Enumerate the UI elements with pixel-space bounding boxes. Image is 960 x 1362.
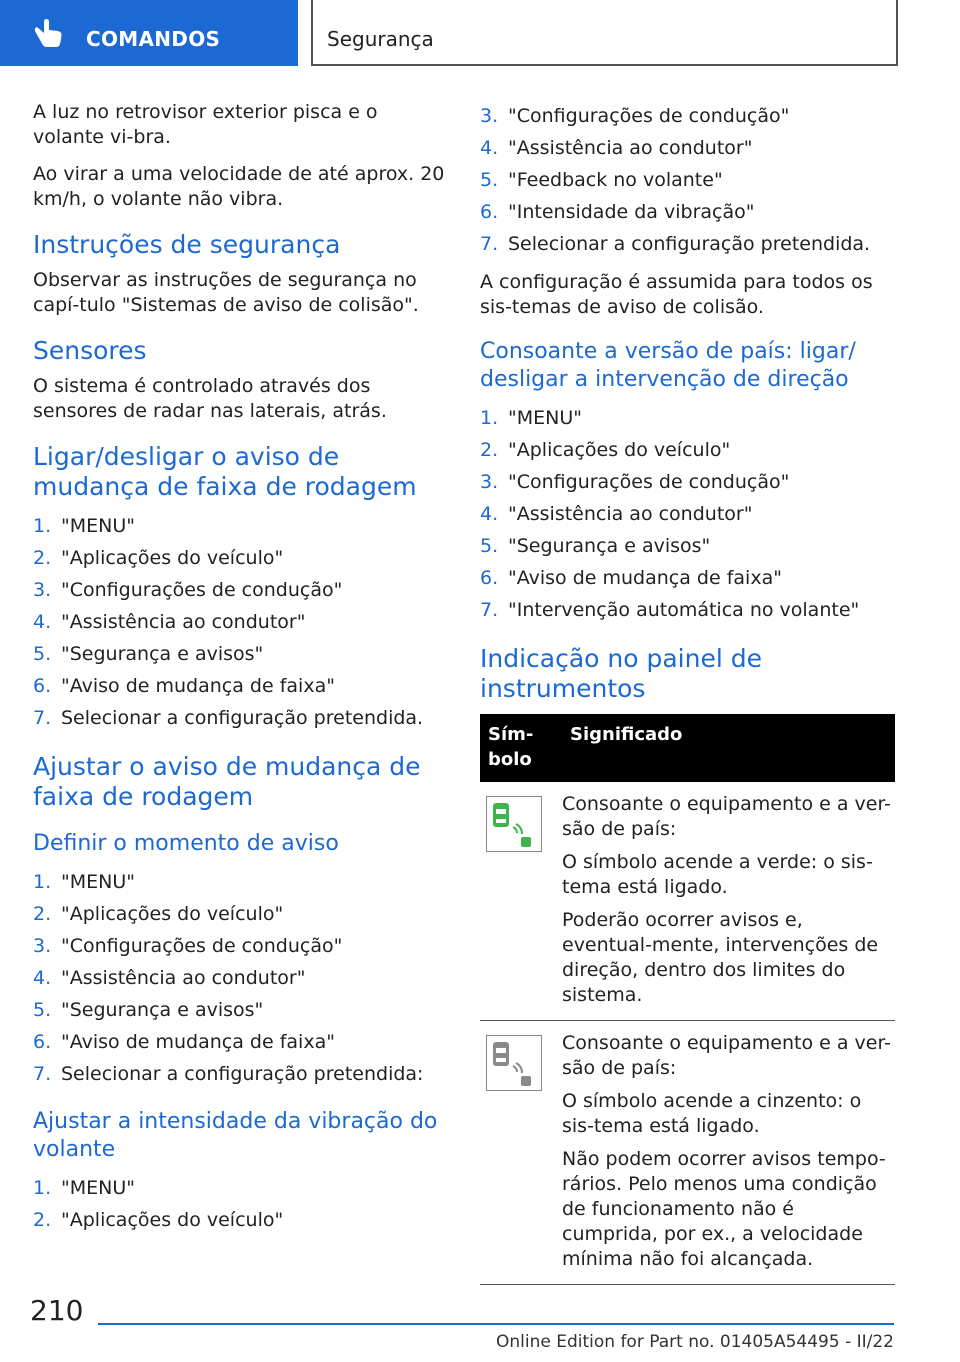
safety-paragraph: Observar as instruções de segurança no capí-tulo "Sistemas de aviso de colisão". [33, 269, 419, 316]
list-item: 2. "Aplicações do veículo" [33, 903, 284, 925]
list-item: 2. "Aplicações do veículo" [480, 439, 731, 461]
right-column [480, 100, 895, 1285]
list-item: 5. "Segurança e avisos" [33, 643, 264, 665]
list-item: 4. "Assistência ao condutor" [480, 503, 753, 525]
symbol-cell [480, 782, 562, 1021]
section-title: COMANDOS [86, 27, 221, 51]
intervention-steps [480, 402, 895, 626]
list-item: 7. "Intervenção automática no volante" [480, 599, 860, 621]
page-number: 210 [30, 1294, 84, 1327]
onoff-steps [33, 510, 448, 734]
list-item: 6. "Intensidade da vibração" [480, 201, 755, 223]
section-tab [0, 0, 298, 66]
symbol-table [480, 714, 895, 1285]
heading-safety: Instruções de segurança [33, 230, 341, 259]
list-item: 5. "Segurança e avisos" [33, 999, 264, 1021]
heading-indicator: Indicação no painel de instrumentos [480, 644, 762, 703]
list-item: 7. Selecionar a configuração pretendida. [33, 707, 424, 729]
list-item: 4. "Assistência ao condutor" [480, 137, 753, 159]
list-item: 3. "Configurações de condução" [480, 105, 790, 127]
timing-steps [33, 866, 448, 1090]
intro-paragraph: A luz no retrovisor exterior pisca e o volante vi-bra. [33, 101, 378, 148]
heading-timing: Definir o momento de aviso [33, 831, 339, 856]
heading-vibration: Ajustar a intensidade da vibração do volante [33, 1109, 438, 1162]
footer-edition: Online Edition for Part no. 01405A54495 - II/22 [495, 1332, 894, 1352]
chapter-title: Segurança [327, 27, 434, 51]
hand-pointer-icon [30, 18, 66, 48]
vibration-steps-continued [480, 100, 895, 260]
column-header-meaning: Significado [562, 714, 895, 782]
lane-change-warning-grey-icon [486, 1035, 542, 1091]
meaning-cell: Consoante o equipamento e a ver-são de país: O símbolo acende a cinzento: o sis-tema está ligado. Não podem ocorrer avisos tempo-rários. Pelo menos uma condição de funcionamento não é cumprida, por ex., a velocidade mínima não foi alcançada. [562, 1021, 895, 1285]
list-item: 1. "MENU" [33, 1177, 135, 1199]
list-item: 1. "MENU" [33, 515, 135, 537]
table-row [480, 782, 895, 1021]
list-item: 2. "Aplicações do veículo" [33, 1209, 284, 1231]
vibration-steps [33, 1172, 448, 1236]
left-column [33, 100, 448, 1246]
column-header-symbol: Sím-bolo [480, 714, 562, 782]
footer-divider [98, 1323, 894, 1325]
sensors-paragraph: O sistema é controlado através dos sensores de radar nas laterais, atrás. [33, 375, 387, 422]
list-item: 5. "Feedback no volante" [480, 169, 723, 191]
list-item: 1. "MENU" [480, 407, 582, 429]
table-row [480, 1021, 895, 1285]
list-item: 6. "Aviso de mudança de faixa" [33, 675, 335, 697]
list-item: 6. "Aviso de mudança de faixa" [480, 567, 782, 589]
list-item: 6. "Aviso de mudança de faixa" [33, 1031, 335, 1053]
intro-paragraph: Ao virar a uma velocidade de até aprox. 20 km/h, o volante não vibra. [33, 163, 445, 210]
list-item: 3. "Configurações de condução" [33, 935, 343, 957]
list-item: 4. "Assistência ao condutor" [33, 967, 306, 989]
lane-change-warning-green-icon [486, 796, 542, 852]
list-item: 3. "Configurações de condução" [480, 471, 790, 493]
symbol-cell [480, 1021, 562, 1285]
meaning-cell: Consoante o equipamento e a ver-são de país: O símbolo acende a verde: o sis-tema está ligado. Poderão ocorrer avisos e, eventual-mente, intervenções de direção, dentro dos limites do sistema. [562, 782, 895, 1021]
heading-onoff: Ligar/desligar o aviso de mudança de faixa de rodagem [33, 442, 417, 501]
list-item: 5. "Segurança e avisos" [480, 535, 711, 557]
vibration-note: A configuração é assumida para todos os sis-temas de aviso de colisão. [480, 271, 873, 318]
list-item: 2. "Aplicações do veículo" [33, 547, 284, 569]
chapter-tab [311, 0, 898, 66]
list-item: 4. "Assistência ao condutor" [33, 611, 306, 633]
table-header-row [480, 714, 895, 782]
list-item: 3. "Configurações de condução" [33, 579, 343, 601]
page-header [0, 0, 960, 66]
heading-sensors: Sensores [33, 336, 147, 365]
list-item: 1. "MENU" [33, 871, 135, 893]
list-item: 7. Selecionar a configuração pretendida. [480, 233, 871, 255]
heading-adjust: Ajustar o aviso de mudança de faixa de rodagem [33, 752, 421, 811]
list-item: 7. Selecionar a configuração pretendida: [33, 1063, 424, 1085]
heading-intervention: Consoante a versão de país: ligar/ desligar a intervenção de direção [480, 339, 856, 392]
